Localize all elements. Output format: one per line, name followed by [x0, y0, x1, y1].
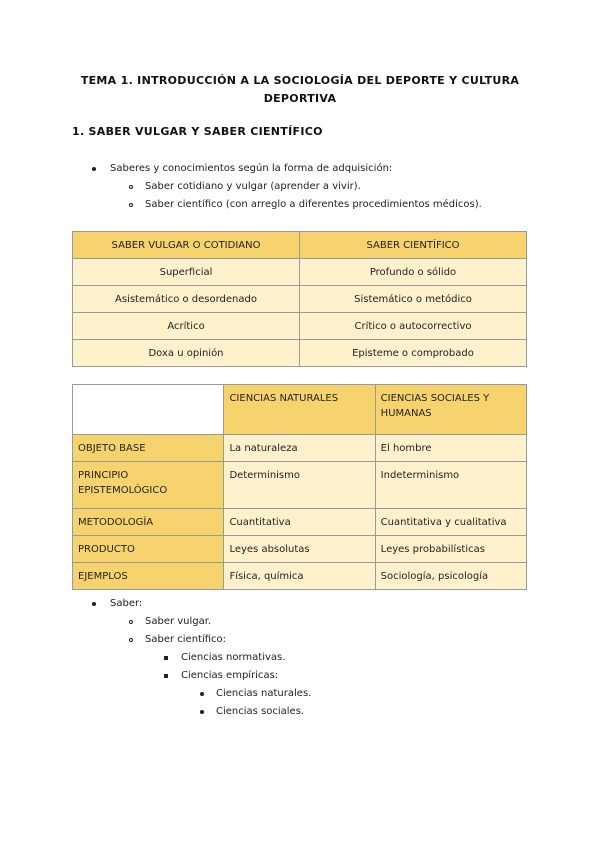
list-subitem	[92, 631, 311, 649]
list-level4-item	[92, 685, 311, 703]
row-label-cell: OBJETO BASE	[73, 435, 224, 462]
document-title	[60, 72, 540, 108]
list-level4-item	[92, 703, 311, 721]
table-row	[73, 340, 527, 367]
table-row	[73, 509, 527, 536]
bullet-circle-icon	[129, 203, 133, 207]
table-cell: Profundo o sólido	[300, 259, 527, 286]
list-subsubitem	[92, 649, 311, 667]
bullet-circle-icon	[129, 185, 133, 189]
table-row	[73, 313, 527, 340]
section-heading: 1. SABER VULGAR Y SABER CIENTÍFICO	[72, 125, 323, 138]
list-item	[92, 595, 311, 613]
bullet-disc-icon	[92, 602, 96, 606]
bullet-square-icon	[164, 656, 168, 660]
table-cell: Cuantitativa	[224, 509, 375, 536]
table-cell: Superficial	[73, 259, 300, 286]
row-label-cell: PRODUCTO	[73, 536, 224, 563]
table-row	[73, 259, 527, 286]
saber-list	[92, 595, 311, 721]
table-row	[73, 462, 527, 509]
list-subitem	[92, 178, 482, 196]
table-header-cell: CIENCIAS NATURALES	[224, 385, 375, 435]
list-subitem-text: Saber cotidiano y vulgar (aprender a vivir).	[145, 181, 361, 192]
bullet-disc-icon	[200, 710, 204, 714]
table-cell: Asistemático o desordenado	[73, 286, 300, 313]
list-subsubitem	[92, 667, 311, 685]
list-subitem-text: Saber vulgar.	[145, 616, 212, 627]
table-cell: Física, química	[224, 563, 375, 590]
table-cell: Crítico o autocorrectivo	[300, 313, 527, 340]
table-header-cell: CIENCIAS SOCIALES Y HUMANAS	[375, 385, 526, 435]
list-subsubitem-text: Ciencias empíricas:	[181, 670, 279, 681]
table-cell: Determinismo	[224, 462, 375, 509]
intro-list	[92, 160, 482, 214]
table-header-cell: SABER CIENTÍFICO	[300, 232, 527, 259]
table-cell: Doxa u opinión	[73, 340, 300, 367]
table-cell: Cuantitativa y cualitativa	[375, 509, 526, 536]
comparison-table-ciencias	[72, 384, 527, 590]
list-subitem-text: Saber científico (con arreglo a diferentes procedimientos médicos).	[145, 199, 482, 210]
table-row	[73, 536, 527, 563]
row-label-cell: EJEMPLOS	[73, 563, 224, 590]
list-item-text: Saber:	[110, 598, 143, 609]
bullet-circle-icon	[129, 638, 133, 642]
table-row	[73, 286, 527, 313]
list-level4-text: Ciencias sociales.	[216, 706, 305, 717]
list-item	[92, 160, 482, 178]
row-label-cell: METODOLOGÍA	[73, 509, 224, 536]
list-item-text: Saberes y conocimientos según la forma de adquisición:	[110, 163, 393, 174]
table-header-cell	[73, 385, 224, 435]
table-header-cell: SABER VULGAR O COTIDIANO	[73, 232, 300, 259]
table-cell: Sociología, psicología	[375, 563, 526, 590]
bullet-circle-icon	[129, 620, 133, 624]
table-header-row	[73, 385, 527, 435]
bullet-disc-icon	[200, 692, 204, 696]
bullet-square-icon	[164, 674, 168, 678]
table-row	[73, 435, 527, 462]
table-cell: Episteme o comprobado	[300, 340, 527, 367]
list-subitem-text: Saber científico:	[145, 634, 227, 645]
comparison-table-saber	[72, 231, 527, 367]
title-line-1: TEMA 1. INTRODUCCIÓN A LA SOCIOLOGÍA DEL DEPORTE Y CULTURA	[80, 74, 520, 87]
table-cell: Acrítico	[73, 313, 300, 340]
table-cell: El hombre	[375, 435, 526, 462]
row-label-cell: PRINCIPIO EPISTEMOLÓGICO	[73, 462, 224, 509]
table-cell: Leyes absolutas	[224, 536, 375, 563]
table-cell: La naturaleza	[224, 435, 375, 462]
table-row	[73, 563, 527, 590]
table-cell: Sistemático o metódico	[300, 286, 527, 313]
table-header-row	[73, 232, 527, 259]
bullet-disc-icon	[92, 167, 96, 171]
table-cell: Indeterminismo	[375, 462, 526, 509]
title-line-2: DEPORTIVA	[263, 92, 337, 105]
table-cell: Leyes probabilísticas	[375, 536, 526, 563]
list-subitem	[92, 613, 311, 631]
list-subitem	[92, 196, 482, 214]
list-subsubitem-text: Ciencias normativas.	[181, 652, 286, 663]
list-level4-text: Ciencias naturales.	[216, 688, 312, 699]
